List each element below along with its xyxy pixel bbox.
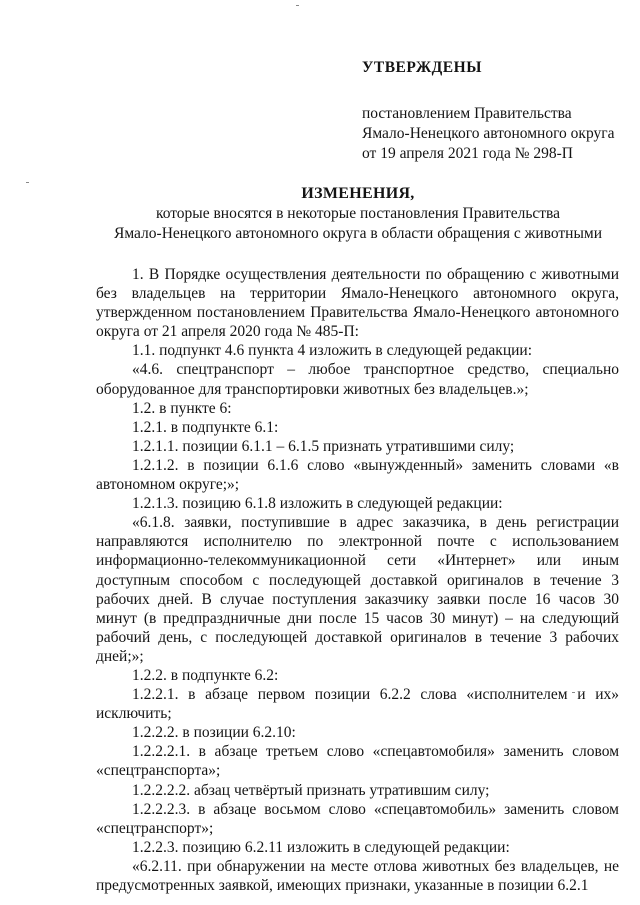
scan-speck (26, 182, 29, 183)
body-paragraph: 1.1. подпункт 4.6 пункта 4 изложить в следующей редакции: (132, 342, 533, 360)
body-paragraph: «6.1.8. заявки, поступившие в адрес заказчика, в день регистрации направляются исполнителю по электронной почте с использованием информационно-телекоммуникационной сети «Интернет» или иным доступным способом с последующей доставкой оригиналов в течение 3 рабочих дней. В случае поступления заказчику заявки после 16 часов 30 минут (в предпраздничные дни после 15 часов 30 минут) – на следующий рабочий день, с последующей доставкой оригиналов в течение 3 рабочих дней;»; (96, 514, 619, 665)
body-paragraph: 1.2.2.1. в абзаце первом позиции 6.2.2 слова «исполнителем и их» исключить; (96, 686, 619, 723)
body-paragraph: 1.2.2.3. позицию 6.2.11 изложить в следующей редакции: (132, 838, 510, 856)
body-paragraph: «6.2.11. при обнаружении на месте отлова животных без владельцев, не предусмотренных заявкой, имеющих признаки, указанные в позиции 6.2.1 (96, 857, 619, 894)
approval-line: от 19 апреля 2021 года № 298-П (362, 145, 573, 162)
body-paragraph: 1.2.2. в подпункте 6.2: (132, 666, 279, 684)
approval-line: Ямало-Ненецкого автономного округа (362, 125, 615, 142)
approval-heading: УТВЕРЖДЕНЫ (362, 59, 482, 76)
scan-speck (296, 5, 299, 6)
document-body (96, 265, 619, 895)
body-paragraph: 1.2.2.2. в позиции 6.2.10: (132, 724, 296, 742)
body-paragraph: 1.2.1.2. в позиции 6.1.6 слово «вынужденный» заменить словами «в автономном округе;»; (96, 456, 619, 494)
body-paragraph: 1.2.1. в подпункте 6.1: (132, 418, 279, 436)
body-paragraph: 1.2. в пункте 6: (132, 399, 232, 417)
body-paragraph: 1.2.2.2.1. в абзаце третьем слово «спецавтомобиля» заменить словом «спецтранспорта»; (96, 743, 619, 780)
approval-block (362, 58, 622, 164)
body-paragraph: «4.6. спецтранспорт – любое транспортное средство, специально оборудованное для транспортировки животных без владельцев.»; (96, 361, 619, 398)
title-subtitle: которые вносятся в некоторые постановления Правительства (155, 205, 561, 222)
approval-line: постановлением Правительства (362, 105, 572, 122)
title-subtitle: Ямало-Ненецкого автономного округа в области обращения с животными (113, 225, 602, 242)
body-paragraph: 1.2.1.3. позицию 6.1.8 изложить в следующей редакции: (132, 495, 503, 513)
document-title (96, 184, 620, 244)
body-paragraph: 1. В Порядке осуществления деятельности по обращению с животными без владельцев на территории Ямало-Ненецкого автономного округа, утвержденном постановлением Правительства Ямало-Ненецкого автономного округа от 21 апреля 2020 года № 485-П: (96, 266, 619, 341)
body-paragraph: 1.2.2.2.3. в абзаце восьмом слово «спецавтомобиль» заменить словом «спецтранспорт»; (96, 800, 619, 837)
body-paragraph: 1.2.2.2.2. абзац четвёртый признать утратившим силу; (132, 781, 490, 799)
title-main: ИЗМЕНЕНИЯ, (301, 185, 415, 202)
body-paragraph: 1.2.1.1. позиции 6.1.1 – 6.1.5 признать утратившими силу; (132, 437, 515, 455)
